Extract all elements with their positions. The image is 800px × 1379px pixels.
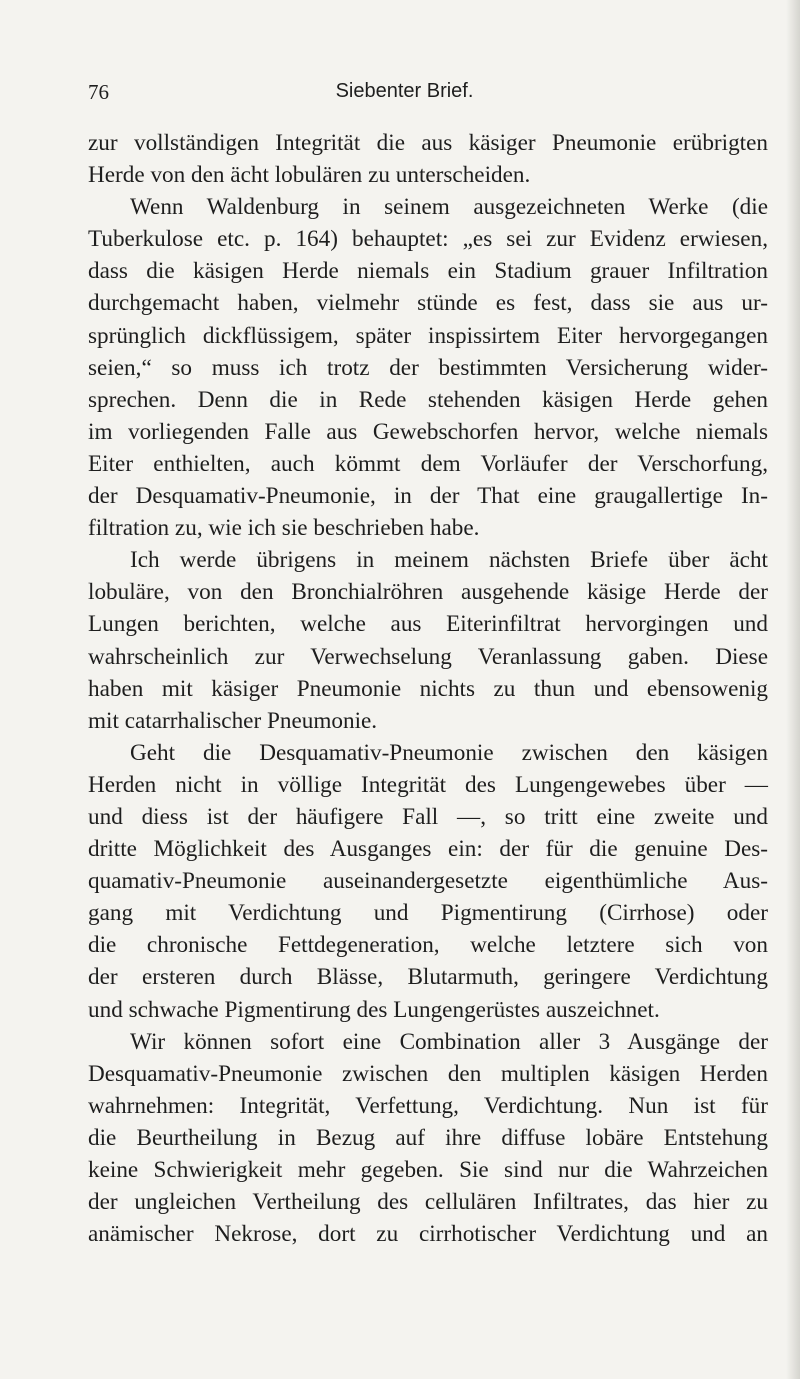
text-line: Lungen berichten, welche aus Eiterinfiltrat hervorgingen und — [88, 611, 768, 638]
text-line: Geht die Desquamativ-Pneumonie zwischen den käsigen — [130, 739, 768, 766]
text-line: Tuberkulose etc. p. 164) behauptet: „es sei zur Evidenz erwiesen, — [88, 226, 768, 253]
text-line: Desquamativ-Pneumonie zwischen den multiplen käsigen Herden — [88, 1060, 768, 1087]
text-line: der ungleichen Vertheilung des cellulären Infiltrates, das hier zu — [88, 1189, 768, 1216]
text-line: zur vollständigen Integrität die aus käsiger Pneumonie erübrigten — [88, 130, 768, 156]
text-line: Ich werde übrigens in meinem nächsten Briefe über ächt — [130, 547, 768, 574]
text-line: Eiter enthielten, auch kömmt dem Vorläufer der Verschorfung, — [88, 450, 768, 477]
text-line: seien,“ so muss ich trotz der bestimmten Versicherung wider- — [88, 354, 768, 381]
text-line: haben mit käsiger Pneumonie nichts zu thun und ebensowenig — [88, 675, 768, 702]
text-line: anämischer Nekrose, dort zu cirrhotischer Verdichtung und an — [88, 1221, 768, 1248]
body-text — [88, 127, 768, 1250]
text-line: quamativ-Pneumonie auseinandergesetzte eigenthümliche Aus- — [88, 868, 768, 895]
text-line: Wir können sofort eine Combination aller 3 Ausgänge der — [130, 1028, 768, 1055]
text-line: durchgemacht haben, vielmehr stünde es fest, dass sie aus ur- — [88, 290, 768, 317]
text-line: dass die käsigen Herde niemals ein Stadium grauer Infiltration — [88, 258, 768, 285]
text-line: Herde von den ächt lobulären zu unterscheiden. — [88, 162, 531, 189]
page-number: 76 — [88, 80, 109, 104]
text-line: Wenn Waldenburg in seinem ausgezeichneten Werke (die — [130, 194, 768, 221]
running-title: Siebenter Brief. — [335, 80, 474, 102]
text-line: filtration zu, wie ich sie beschrieben habe. — [88, 515, 480, 542]
text-line: lobuläre, von den Bronchialröhren ausgehende käsige Herde der — [88, 579, 768, 606]
text-line: dritte Möglichkeit des Ausganges ein: der für die genuine Des- — [88, 836, 768, 863]
text-line: die Beurtheilung in Bezug auf ihre diffuse lobäre Entstehung — [88, 1124, 768, 1151]
page-edge-shadow — [786, 0, 800, 1379]
text-line: wahrscheinlich zur Verwechselung Veranlassung gaben. Diese — [88, 643, 768, 670]
text-line: keine Schwierigkeit mehr gegeben. Sie sind nur die Wahrzeichen — [88, 1157, 768, 1183]
text-line: sprünglich dickflüssigem, später inspissirtem Eiter hervorgegangen — [88, 322, 768, 349]
text-line: Herden nicht in völlige Integrität des Lungengewebes über — — [88, 771, 768, 798]
page-header — [88, 80, 721, 110]
text-line: der ersteren durch Blässe, Blutarmuth, geringere Verdichtung — [88, 964, 768, 991]
text-line: mit catarrhalischer Pneumonie. — [88, 707, 378, 734]
text-line: wahrnehmen: Integrität, Verfettung, Verdichtung. Nun ist für — [88, 1092, 768, 1119]
text-line: im vorliegenden Falle aus Gewebschorfen hervor, welche niemals — [88, 418, 768, 445]
text-line: und diess ist der häufigere Fall —, so tritt eine zweite und — [88, 803, 768, 830]
text-line: gang mit Verdichtung und Pigmentirung (Cirrhose) oder — [88, 900, 768, 927]
text-line: sprechen. Denn die in Rede stehenden käsigen Herde gehen — [88, 386, 768, 413]
text-line: der Desquamativ-Pneumonie, in der That eine graugallertige In- — [88, 483, 768, 510]
text-line: und schwache Pigmentirung des Lungengerüstes auszeichnet. — [88, 996, 660, 1023]
text-line: die chronische Fettdegeneration, welche letztere sich von — [88, 932, 768, 959]
